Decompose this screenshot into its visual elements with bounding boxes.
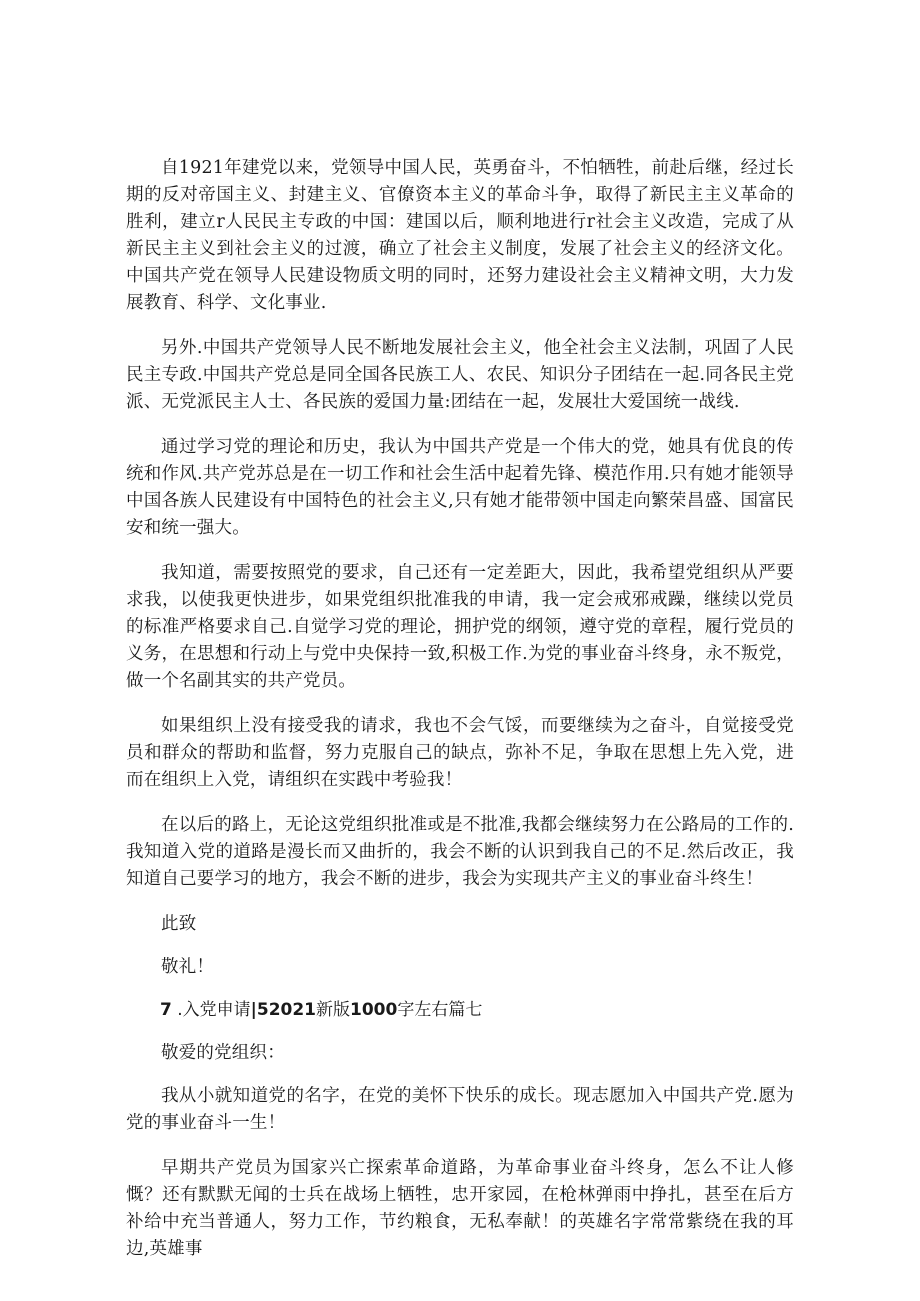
paragraph-1: 自1921年建党以来，党领导中国人民，英勇奋斗，不怕牺牲，前赴后继，经过长期的反对帝国主义、封建主义、官僚资本主义的革命斗争，取得了新民主主义革命的胜利，建立r人民民主专政的中国：建国以后，顺利地进行r社会主义改造，完成了从新民主主义到社会主义的过渡，确立了社会主义制度，发展了社会主义的经济文化。中国共产党在领导人民建设物质文明的同时，还努力建设社会主义精神文明，大力发展教育、科学、文化事业.: [126, 158, 794, 313]
paragraph-5: 如果组织上没有接受我的请求，我也不会气馁，而要继续为之奋斗，自觉接受党员和群众的帮助和监督，努力克服自己的缺点，弥补不足，争取在思想上先入党，进而在组织上入党，请组织在实践中考验我！: [126, 716, 794, 790]
paragraph-8: 早期共产党员为国家兴亡探索革命道路，为革命事业奋斗终身，怎么不让人修慨？还有默默无闻的士兵在战场上牺牲，忠开家园，在枪林弹雨中挣扎，甚至在后方补给中充当普通人，努力工作，节约粮食，无私奉献！的英雄名字常常紫绕在我的耳边,英雄事: [126, 1158, 794, 1259]
paragraph-4: 我知道，需要按照党的要求，自己还有一定差距大，因此，我希望党组织从严要求我，以使我更快进步，如果党组织批准我的申请，我一定会戒邪戒躁，继续以党员的标准严格要求自己.自觉学习党的理论，拥护党的纲领，遵守党的章程，履行党员的义务，在思想和行动上与党中央保持一致,积极工作.为党的事业奋斗终身，永不叛党，做一个名副其实的共产党员。: [126, 563, 794, 691]
document-page: [126, 155, 794, 1281]
closing-line-1: 此致: [161, 914, 197, 934]
heading-number: 7: [160, 1000, 172, 1020]
salutation: 敬爱的党组织：: [161, 1043, 285, 1063]
paragraph-7: 我从小就知道党的名字，在党的美怀下快乐的成长。现志愿加入中国共产党.愿为党的事业奋斗一生！: [126, 1086, 794, 1133]
paragraph-3: 通过学习党的理论和历史，我认为中国共产党是一个伟大的党，她具有优良的传统和作风.共产党苏总是在一切工作和社会生活中起着先锋、模范作用.只有她才能领导中国各族人民建设有中国特色的社会主义,只有她才能带领中国走向繁荣昌盛、国富民安和统一强大。: [126, 437, 794, 538]
heading-bold-count: 1000: [350, 1000, 398, 1020]
paragraph-2: 另外.中国共产党领导人民不断地发展社会主义，他全社会主义法制，巩固了人民民主专政.中国共产党总是同全国各民族工人、农民、知识分子团结在一起.同各民主党派、无党派民主人士、各民族的爱国力量:团结在一起，发展壮大爱国统一战线.: [126, 338, 794, 412]
section-heading: [126, 997, 794, 1024]
heading-suffix: 字左右篇七: [397, 1000, 483, 1020]
paragraph-6: 在以后的路上，无论这党组织批准或是不批准,我都会继续努力在公路局的工作的.我知道入党的道路是漫长而又曲折的，我会不断的认识到我自己的不足.然后改正，我知道自己要学习的地方，我会不断的进步，我会为实现共产主义的事业奋斗终生！: [126, 815, 794, 889]
heading-prefix: .入党申请: [171, 1000, 251, 1020]
heading-mid: 新版: [316, 1000, 351, 1020]
closing-line-2: 敬礼！: [161, 957, 215, 977]
heading-bold-code: |52021: [250, 1000, 317, 1020]
